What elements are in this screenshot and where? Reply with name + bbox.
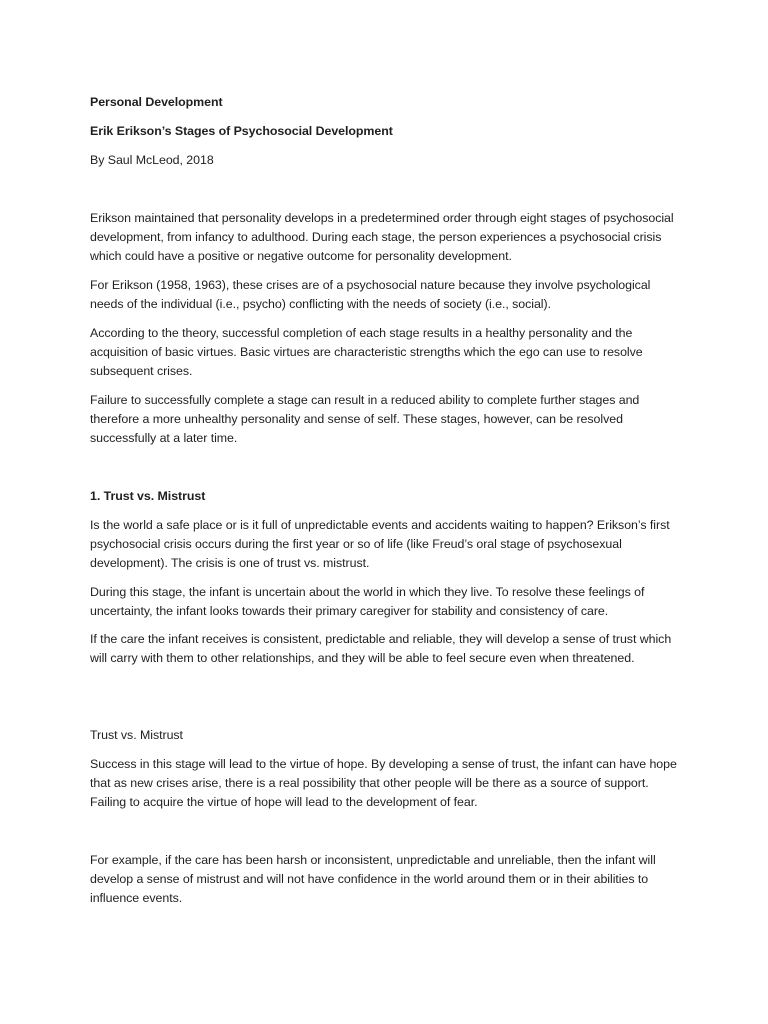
figure-caption: Trust vs. Mistrust xyxy=(90,728,183,742)
section-paragraph: During this stage, the infant is uncertain about the world in which they live. To resolve these feelings of uncertainty, the infant looks towards their primary caregiver for stability and consistency of care. xyxy=(90,585,645,619)
outcome-paragraph: For example, if the care has been harsh or inconsistent, unpredictable and unreliable, then the infant will develop a sense of mistrust and will not have confidence in the world around them or in their abilities to influence events. xyxy=(90,853,656,906)
section-heading: 1. Trust vs. Mistrust xyxy=(90,489,206,503)
document-subtitle: Erik Erikson’s Stages of Psychosocial Development xyxy=(90,124,393,138)
section-paragraph: Is the world a safe place or is it full of unpredictable events and accidents waiting to happen? Erikson’s first psychosocial crisis occurs during the first year or so of life (like Freud’s oral stage of psychosexual development). The crisis is one of trust vs. mistrust. xyxy=(90,518,670,571)
document-byline: By Saul McLeod, 2018 xyxy=(90,153,214,167)
outcome-paragraph: Success in this stage will lead to the virtue of hope. By developing a sense of trust, the infant can have hope that as new crises arise, there is a real possibility that other people will be there as a source of support. Failing to acquire the virtue of hope will lead to the development of fear. xyxy=(90,757,677,810)
intro-paragraph: Erikson maintained that personality develops in a predetermined order through eight stages of psychosocial development, from infancy to adulthood. During each stage, the person experiences a psychosocial crisis which could have a positive or negative outcome for personality development. xyxy=(90,211,674,264)
document-heading: Personal Development xyxy=(90,95,223,109)
intro-paragraph: Failure to successfully complete a stage can result in a reduced ability to complete further stages and therefore a more unhealthy personality and sense of self. These stages, however, can be resolved successfully at a later time. xyxy=(90,393,640,446)
section-paragraph: If the care the infant receives is consistent, predictable and reliable, they will develop a sense of trust which will carry with them to other relationships, and they will be able to feel secure even when threatened. xyxy=(90,632,672,666)
intro-paragraph: For Erikson (1958, 1963), these crises are of a psychosocial nature because they involve psychological needs of the individual (i.e., psycho) conflicting with the needs of society (i.e., social). xyxy=(90,278,651,312)
intro-paragraph: According to the theory, successful completion of each stage results in a healthy personality and the acquisition of basic virtues. Basic virtues are characteristic strengths which the ego can use to resolve subsequent crises. xyxy=(90,326,643,379)
